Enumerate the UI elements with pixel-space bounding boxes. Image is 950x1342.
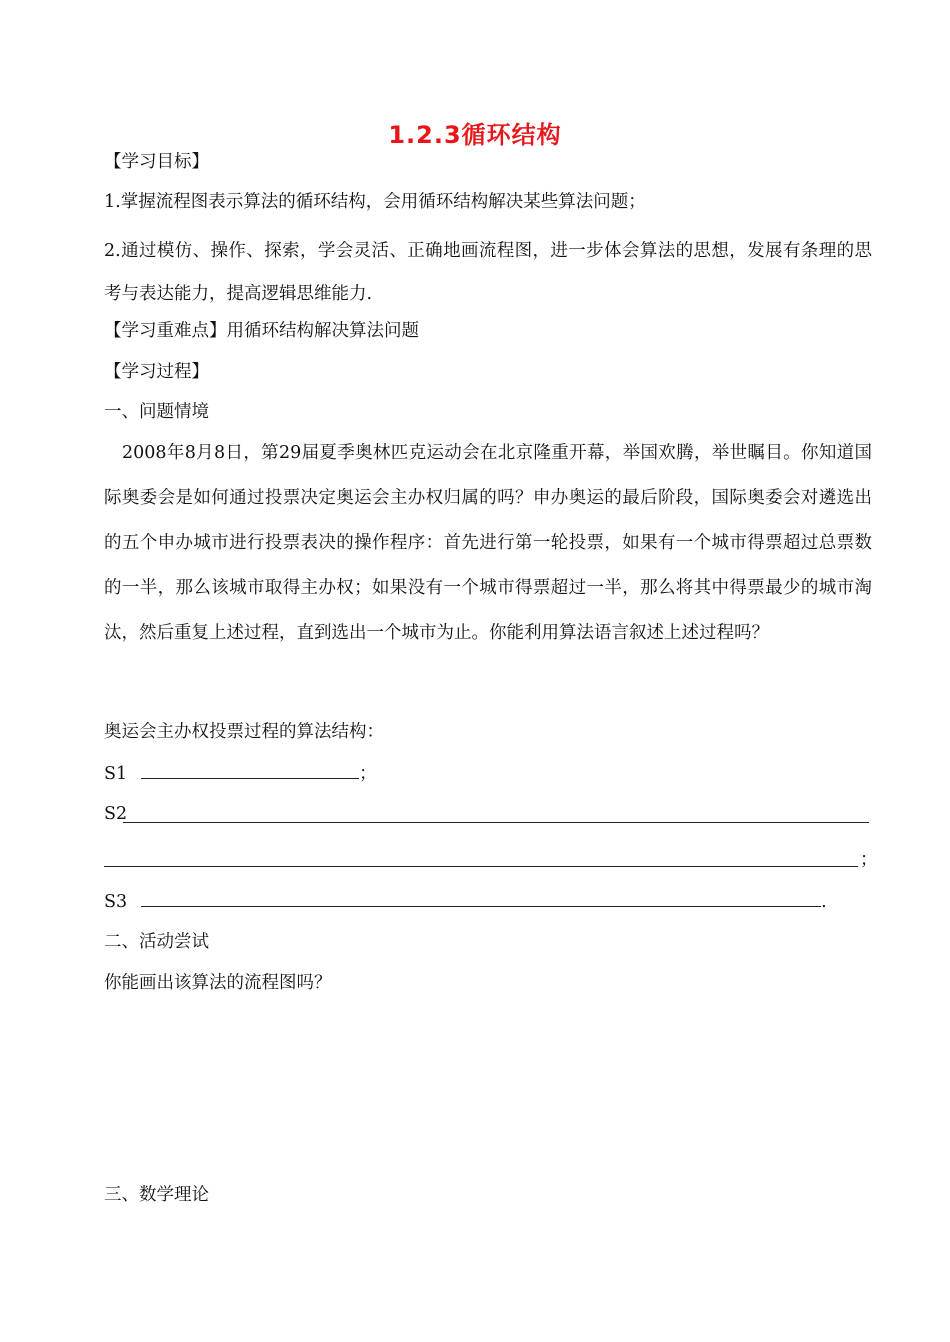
step-s3 [104, 889, 827, 914]
step-s3-blank[interactable] [141, 889, 821, 907]
step-s2-blank-line-1[interactable] [123, 822, 869, 823]
step-s2-end: ； [860, 850, 878, 870]
step-s2-blank-line-2[interactable] [104, 866, 858, 867]
page-title: 1.2.3循环结构 [388, 121, 562, 149]
process-heading: 【学习过程】 [104, 362, 209, 382]
objective-2: 2.通过模仿、操作、探索，学会灵活、正确地画流程图，进一步体会算法的思想，发展有条理的思考与表达能力，提高逻辑思维能力. [104, 241, 872, 304]
step-s2-label: S2 [104, 804, 128, 824]
step-s1-label: S1 [104, 764, 128, 784]
section-heading-1: 一、问题情境 [104, 402, 209, 422]
section-heading-3: 三、数学理论 [104, 1185, 209, 1205]
algorithm-intro: 奥运会主办权投票过程的算法结构： [104, 722, 384, 742]
objectives-heading: 【学习目标】 [104, 152, 209, 172]
step-s1-blank[interactable] [141, 761, 359, 779]
section-heading-2: 二、活动尝试 [104, 932, 209, 952]
step-s1 [104, 761, 377, 786]
step-s3-end: . [821, 892, 827, 912]
activity-question: 你能画出该算法的流程图吗？ [104, 973, 332, 993]
objective-1: 1.掌握流程图表示算法的循环结构，会用循环结构解决某些算法问题； [104, 192, 646, 212]
key-points: 【学习重难点】用循环结构解决算法问题 [104, 321, 419, 341]
story-paragraph: 2008年8月8日，第29届夏季奥林匹克运动会在北京隆重开幕，举国欢腾，举世瞩目。你知道国际奥委会是如何通过投票决定奥运会主办权归属的吗？申办奥运的最后阶段，国际奥委会对遴选出的五个申办城市进行投票表决的操作程序：首先进行第一轮投票，如果有一个城市得票超过总票数的一半，那么该城市取得主办权；如果没有一个城市得票超过一半，那么将其中得票最少的城市淘汰，然后重复上述过程，直到选出一个城市为止。你能利用算法语言叙述上述过程吗？ [104, 443, 872, 643]
step-s1-end: ； [359, 764, 377, 784]
step-s3-label: S3 [104, 892, 128, 912]
